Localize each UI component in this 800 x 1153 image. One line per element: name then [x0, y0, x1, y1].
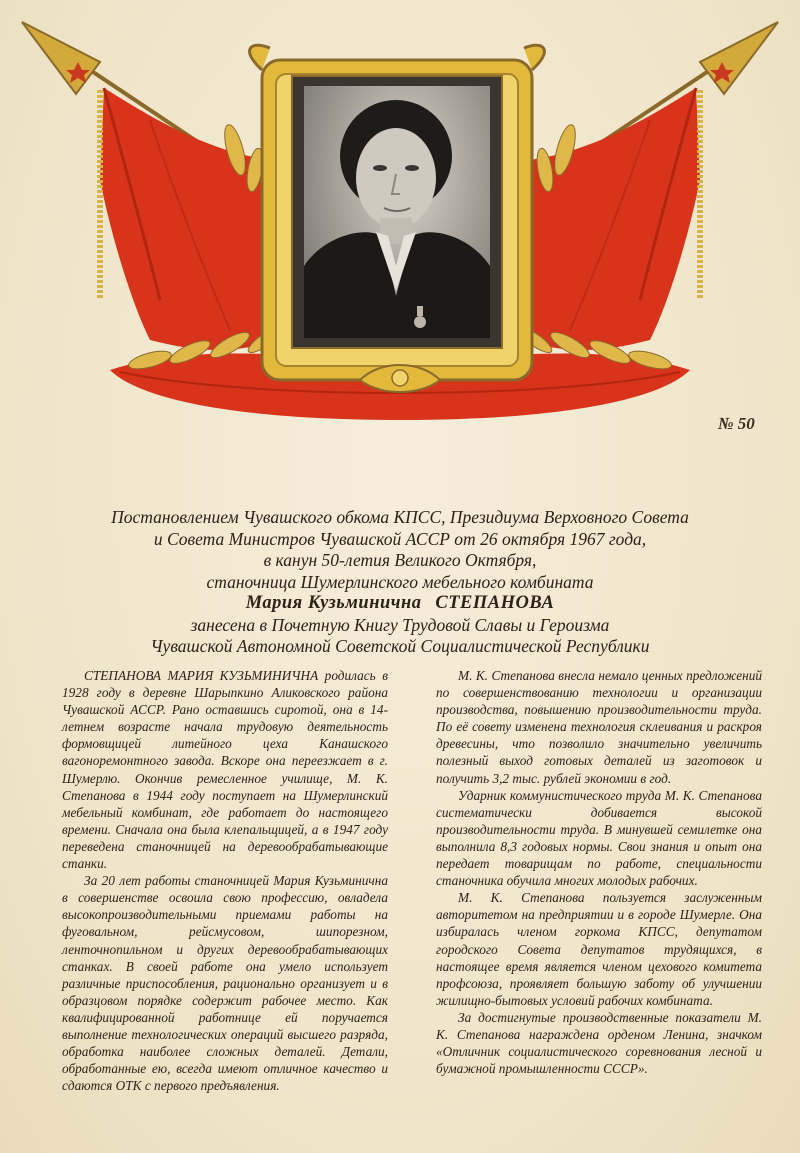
flag-spear-left — [22, 22, 100, 94]
portrait-silhouette — [304, 86, 490, 338]
paragraph: М. К. Степанова пользуется заслуженным авторитетом на предприятии и в городе Шумерле. Она избиралась членом горкома КПСС, депутатом городского Совета депутатов трудящихся, в настоящее время является членом цехового комитета профсоюза, проявляет большую заботу об улучшении жилищно-бытовых условий рабочих комбината. — [436, 890, 762, 1008]
paragraph: Ударник коммунистического труда М. К. Степанова систематически добивается высокой производительности труда. В минувшей семилетке она выполнила 8,3 годовых нормы. Свои знания и опыт она передает товарищам по работе, специальности станочника обучила многих молодых рабочих. — [436, 787, 762, 889]
decree-text — [40, 507, 760, 658]
person-surname: СТЕПАНОВА — [435, 593, 555, 613]
biography-columns — [62, 667, 762, 1094]
decree-line: Чувашской Автономной Советской Социалистической Республики — [150, 636, 650, 656]
decree-line: Постановлением Чувашского обкома КПСС, Президиума Верховного Совета — [111, 507, 689, 527]
paragraph: За 20 лет работы станочницей Мария Кузьминична в совершенстве освоила свою профессию, овладела высокопроизводительными приемами работы на фуговальном, рейсмусовом, шипорезном, ленточнопильном и других деревообрабатывающих станках. В своей работе она умело использует различные приспособления, рационально организует и в образцовом порядке содержит рабочее место. Как квалифицированной работнице ей поручается выполнение технологических операций высшего разряда, обработка наиболее сложных деталей. Детали, обработанные ею, всегда имеют отличное качество и сдаются ОТК с первого предъявления. — [62, 873, 388, 1094]
paragraph: СТЕПАНОВА МАРИЯ КУЗЬМИНИЧНА родилась в 1928 году в деревне Шарыпкино Аликовского района Чувашской АССР. Рано оставшись сиротой, она в 14-летнем возрасте начала трудовую деятельность формовщицей литейного цеха Канашского вагоноремонтного завода. Вскоре она переезжает в г. Шумерлю. Окончив ремесленное училище, М. К. Степанова в 1944 году поступает на Шумерлинский мебельный комбинат, где работает до настоящего времени. Сначала она была клепальщицей, а в 1947 году переведена станочницей на деревообрабатывающие станки. — [62, 668, 388, 872]
decree-line: и Совета Министров Чувашской АССР от 26 октября 1967 года, — [153, 528, 647, 549]
person-name: Мария Кузьминична — [245, 593, 422, 613]
paragraph: М. К. Степанова внесла немало ценных предложений по совершенствованию технологии и организации производства, повышению производительности труда. По её совету изменена технология склеивания и раскроя древесины, что позволило значительно увеличить полезный выход готовых деталей из заготовок и получить 3,2 тыс. рублей экономии в год. — [436, 668, 762, 786]
decree-line: в канун 50-летия Великого Октября, — [263, 550, 537, 570]
decree-line: станочница Шумерлинского мебельного комбината — [206, 571, 594, 592]
left-column — [62, 667, 388, 1094]
person-name-line — [40, 593, 760, 615]
portrait-photo — [304, 86, 490, 338]
flag-spear-right — [700, 22, 778, 94]
right-column — [436, 667, 762, 1094]
decree-line: занесена в Почетную Книгу Трудовой Славы и Героизма — [190, 614, 610, 635]
paragraph: За достигнутые производственные показатели М. К. Степанова награждена орденом Ленина, значком «Отличник социалистического соревнования лесной и бумажной промышленности СССР». — [436, 1009, 762, 1077]
sheet-number: № 50 — [718, 414, 755, 433]
